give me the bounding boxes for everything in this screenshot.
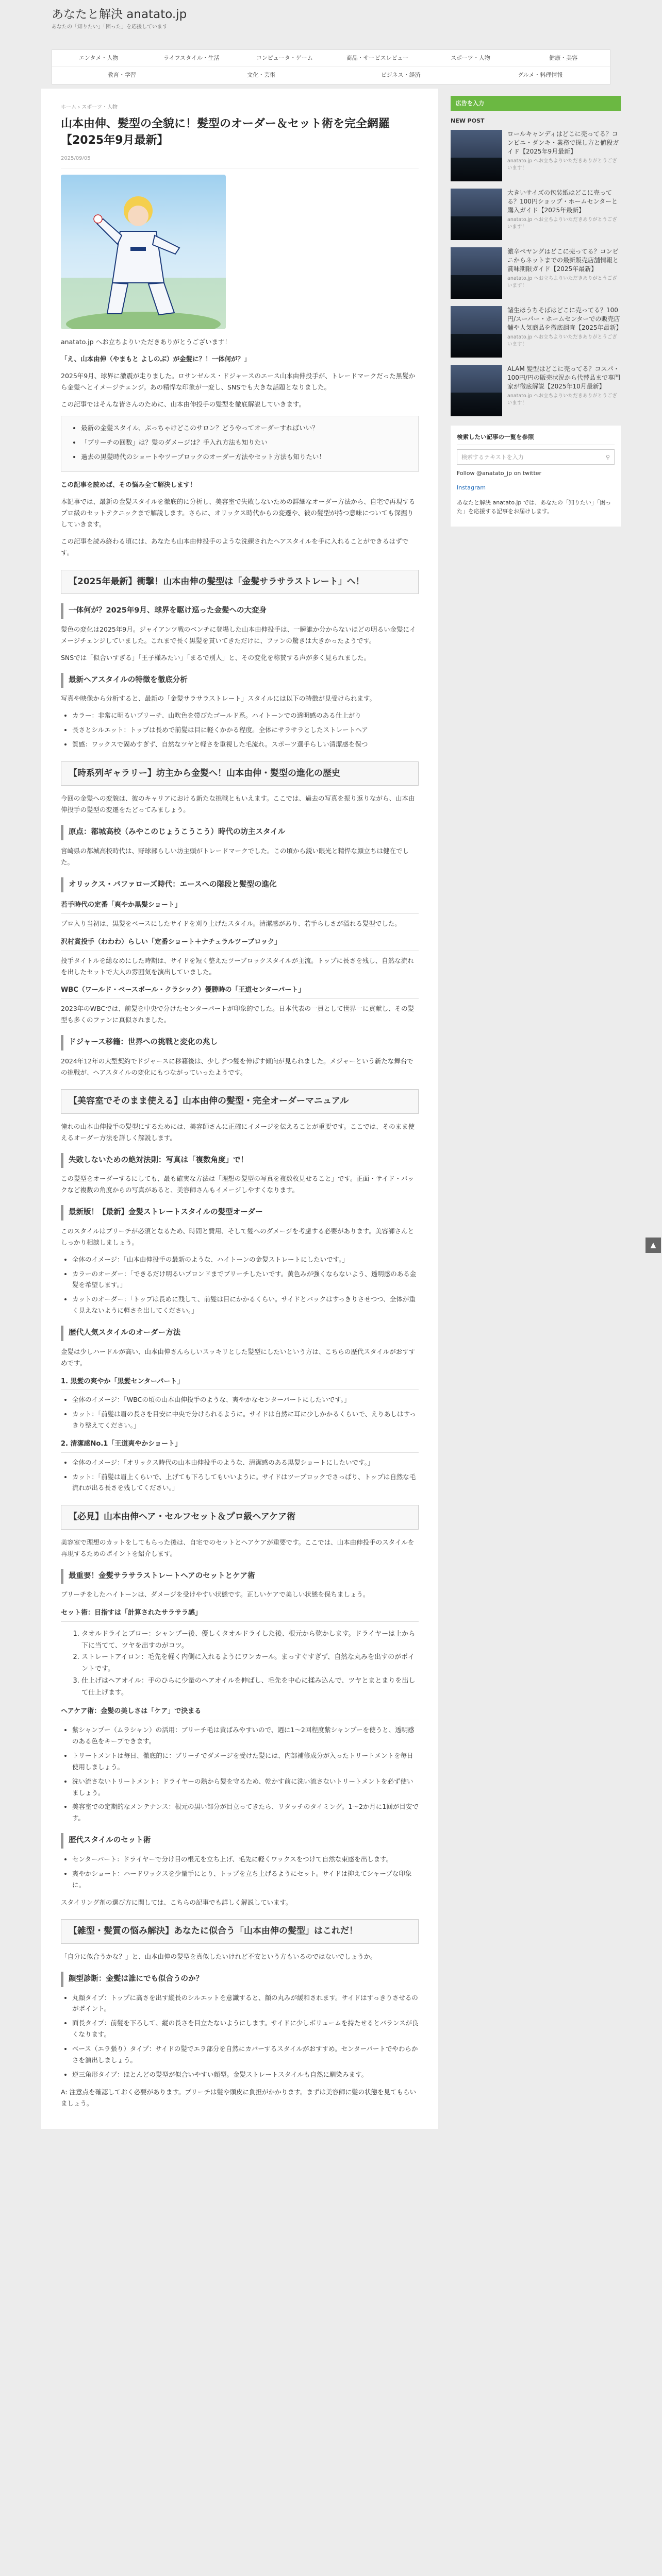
face-type-list xyxy=(61,1992,419,2080)
care-list xyxy=(61,1724,419,1824)
post-excerpt: anatato.jp へお立ちよりいただきありがとうございます！ xyxy=(507,158,617,171)
minor-heading: 2. 清潔感No.1「王道爽やかショート」 xyxy=(61,1438,419,1453)
post-thumbnail[interactable] xyxy=(451,130,502,181)
paragraph: 2023年のWBCでは、前髪を中央で分けたセンターパートが印象的でした。日本代表の一員として世界一に貢献し、その髪型も多くのファンに真似されました。 xyxy=(61,1005,415,1024)
post-thumbnail[interactable] xyxy=(451,189,502,240)
sidebar-post[interactable] xyxy=(451,306,621,358)
sidebar-ad-heading: 広告を入力 xyxy=(451,96,621,111)
list-item: • 爽やかショート：ハードワックスを少量手にとり、トップを立ち上げるようにセット。サイドは抑えてシャープな印象に。 xyxy=(72,1868,419,1891)
follow-link[interactable]: Instagram xyxy=(457,484,486,491)
nav-item-computer[interactable]: コンピュータ・ゲーム xyxy=(256,55,313,61)
list-item: • カット：「前髪は眉上くらいで、上げても下ろしてもいいように。サイドはツーブロックでさっぱり、トップは自然な毛流れが出る長さを残してください。」 xyxy=(72,1471,419,1494)
content-wrap xyxy=(41,89,621,2129)
set-list xyxy=(61,1854,419,1891)
list-item: • 面長タイプ：前髪を下ろして、縦の長さを目立たないようにします。サイドに少しボリュームを持たせるとバランスが良くなります。 xyxy=(72,2018,419,2040)
paragraph: A: 注意点を確認しておく必要があります。ブリーチは髪や頭皮に負担がかかります。まずは美容師に髪の状態を見てもらいましょう。 xyxy=(61,2088,417,2107)
feature-list xyxy=(61,710,419,750)
search-icon[interactable]: ⚲ xyxy=(605,453,610,461)
post-title[interactable]: 大きいサイズの包装紙はどこに売ってる？100円ショップ・ホームセンターと購入ガイド【2025年最新】 xyxy=(507,189,618,214)
list-item: 3. 仕上げはヘアオイル：手のひらに少量のヘアオイルを伸ばし、毛先を中心に揉み込んで、ツヤとまとまりを出して仕上げます。 xyxy=(81,1675,419,1699)
minor-heading: 1. 黒髪の爽やか「黒髪センターパート」 xyxy=(61,1376,419,1391)
scroll-to-top-button[interactable]: ▲ xyxy=(646,1238,661,1253)
list-item: • カラーのオーダー：「できるだけ明るいブロンドまでブリーチしたいです。黄色みが強くならないよう、透明感のある金髪を希望します。」 xyxy=(72,1268,419,1291)
site-title[interactable]: あなたと解決 anatato.jp xyxy=(52,8,187,21)
paragraph: この髪型をオーダーするにしても、最も確実な方法は「理想の髪型の写真を複数枚見せること」です。正面・サイド・バックなど複数の角度からの写真があると、美容師さんもイメージしやすくなります。 xyxy=(61,1175,415,1194)
post-title[interactable]: 諸生ほうちそばはどこに売ってる？100円/スーパー・ホームセンターでの販売店舗や人気商品を徹底調査【2025年最新】 xyxy=(507,307,622,331)
intro-greeting: anatato.jp へお立ちよりいただきありがとうございます！ xyxy=(61,338,231,346)
paragraph: 今回の金髪への変貌は、彼のキャリアにおける新たな挑戦ともいえます。ここでは、過去の写真を振り返りながら、山本由伸投手の髪型の変遷をたどってみましょう。 xyxy=(61,794,415,814)
list-item: • ベース（エラ張り）タイプ：サイドの髪でエラ部分を自然にカバーするスタイルがおすすめ。センターパートでやわらかさを演出しましょう。 xyxy=(72,2043,419,2066)
paragraph: SNSでは「似合いすぎる」「王子様みたい」「まるで別人」と、その変化を称賛する声が多く見られました。 xyxy=(61,653,371,662)
nav-item-health[interactable]: 健康・美容 xyxy=(549,55,578,61)
intro-paragraph: この記事を読み終わる頃には、あなたも山本由伸投手のような洗練されたヘアスタイルを手に入れることができるはずです。 xyxy=(61,537,409,556)
post-body xyxy=(507,306,621,358)
sub-heading: 歴代スタイルのセット術 xyxy=(61,1833,419,1849)
lead-bold: この記事を読めば、その悩み全て解決します！ xyxy=(61,481,196,489)
baseball-player-illustration xyxy=(61,175,226,329)
search-input[interactable] xyxy=(457,449,615,465)
order-list xyxy=(61,1457,419,1494)
post-title[interactable]: ALAM 髪型はどこに売ってる？コスパ・100円/円の販売状況から代替品まで専門家が徹底解説【2025年10月最新】 xyxy=(507,365,620,390)
minor-heading: 沢村賞投手（わわわ）らしい「定番ショート＋ナチュラルツーブロック」 xyxy=(61,937,419,951)
paragraph: 髪色の変化は2025年9月。ジャイアンツ戦のベンチに登場した山本由伸投手は、一瞬誰か分からないほどの明るい金髪にイメージチェンジしていました。これまで長く黒髪を貫いてきただけに、ファンの驚きは大きかったようです。 xyxy=(61,625,416,645)
sub-heading: 原点：都城高校（みやこのじょうこうこう）時代の坊主スタイル xyxy=(61,825,419,840)
set-steps xyxy=(61,1629,419,1699)
section-heading: 【時系列ギャラリー】坊主から金髪へ！山本由伸・髪型の進化の歴史 xyxy=(61,761,419,786)
minor-heading: 若手時代の定番「爽やか黒髪ショート」 xyxy=(61,900,419,914)
list-item: • センターパート：ドライヤーで分け目の根元を立ち上げ、毛先に軽くワックスをつけて自然な束感を出します。 xyxy=(72,1854,419,1865)
order-list xyxy=(61,1254,419,1316)
sidebar xyxy=(451,89,621,2129)
list-item: • 質感：ワックスで固めすぎず、自然なツヤと軽さを重視した毛流れ。スポーツ選手らしい清潔感を保つ xyxy=(72,739,419,750)
list-item: • 美容室での定期的なメンテナンス：根元の黒い部分が目立ってきたら、リタッチのタイミング。1〜2か月に1回が目安です。 xyxy=(72,1801,419,1824)
list-item: • 最新の金髪スタイル、ぶっちゃけどこのサロン？どうやってオーダーすればいい？ xyxy=(81,422,410,434)
global-nav xyxy=(52,49,610,84)
article xyxy=(41,89,438,2129)
paragraph: 美容室で理想のカットをしてもらった後は、自宅でのセットとヘアケアが重要です。ここでは、山本由伸投手のスタイルを再現するためのポイントを紹介します。 xyxy=(61,1538,415,1557)
paragraph: ブリーチをしたハイトーンは、ダメージを受けやすい状態です。正しいケアで美しい状態を保ちましょう。 xyxy=(61,1590,370,1599)
nav-item-education[interactable]: 教育・学習 xyxy=(107,72,136,79)
post-thumbnail[interactable] xyxy=(451,247,502,299)
post-excerpt: anatato.jp へお立ちよりいただきありがとうございます！ xyxy=(507,217,617,230)
intro-paragraph: 2025年9月、球界に激震が走りました。ロサンゼルス・ドジャースのエース山本由伸投手が、トレードマークだった黒髪から金髪へとイメージチェンジ。あの精悍な印象が一変し、SNSでも大きな話題となりました。 xyxy=(61,372,416,391)
list-item: • カラー：非常に明るいブリーチ、山吹色を帯びたゴールド系。ハイトーンでの透明感のある仕上がり xyxy=(72,710,419,721)
nav-item-review[interactable]: 商品・サービスレビュー xyxy=(346,55,409,61)
article-title: 山本由伸、髪型の全貌に！髪型のオーダー＆セット術を完全網羅【2025年9月最新】 xyxy=(61,117,390,147)
post-thumbnail[interactable] xyxy=(451,306,502,358)
paragraph: 金髪は少しハードルが高い、山本由伸さんらしいスッキリとした髪型にしたいという方は、こちらの歴代スタイルがおすすめです。 xyxy=(61,1347,416,1367)
post-body xyxy=(507,247,621,299)
post-excerpt: anatato.jp へお立ちよりいただきありがとうございます！ xyxy=(507,334,617,347)
list-item: • 丸顔タイプ：トップに高さを出す縦長のシルエットを意識すると、顔の丸みが緩和されます。サイドはすっきりさせるのがポイント。 xyxy=(72,1992,419,2015)
new-post-label: NEW POST xyxy=(451,117,485,124)
sub-heading: 最新版！【最新】金髪ストレートスタイルの髪型オーダー xyxy=(61,1205,419,1221)
sub-heading: 失敗しないための絶対法則：写真は「複数角度」で！ xyxy=(61,1153,419,1168)
sub-heading: ドジャース移籍：世界への挑戦と変化の兆し xyxy=(61,1035,419,1050)
section-heading: 【必見】山本由伸ヘア・セルフセット＆プロ級ヘアケア術 xyxy=(61,1505,419,1530)
paragraph: 投手タイトルを総なめにした時期は、サイドを短く整えたツーブロックスタイルが主流。トップに長さを残し、自然な流れを出したセットで大人の雰囲気を演出していました。 xyxy=(61,956,414,976)
post-title[interactable]: 激辛ペヤングはどこに売ってる？コンビニからネットまでの最新販売店舗情報と賞味期限ガイド【2025年最新】 xyxy=(507,248,619,273)
sub-heading: 歴代人気スタイルのオーダー方法 xyxy=(61,1326,419,1341)
sub-heading: 最重要！金髪サラサラストレートヘアのセットとケア術 xyxy=(61,1569,419,1584)
post-body xyxy=(507,130,621,181)
search-widget-title: 検索したい記事の一覧を参照 xyxy=(457,432,615,445)
paragraph: スタイリング剤の選び方に関しては、こちらの記事でも詳しく解説しています。 xyxy=(61,1898,292,1906)
section-heading: 【美容室でそのまま使える】山本由伸の髪型・完全オーダーマニュアル xyxy=(61,1089,419,1114)
list-item: • トリートメントは毎日、徹底的に：ブリーチでダメージを受けた髪には、内部補修成分が入ったトリートメントを毎日使用しましょう。 xyxy=(72,1750,419,1773)
nav-item-business[interactable]: ビジネス・経済 xyxy=(380,72,421,79)
section-heading: 【雑型・髪質の悩み解決】あなたに似合う「山本由伸の髪型」はこれだ！ xyxy=(61,1919,419,1944)
article-date: 2025/09/05 xyxy=(61,154,419,169)
post-excerpt: anatato.jp へお立ちよりいただきありがとうございます！ xyxy=(507,276,617,289)
list-item: • 「ブリーチの回数」は？髪のダメージは？手入れ方法も知りたい xyxy=(81,437,410,448)
sidebar-post[interactable] xyxy=(451,365,621,416)
paragraph: このスタイルはブリーチが必須となるため、時間と費用、そして髪へのダメージを考慮する必要があります。美容師さんとしっかり相談しましょう。 xyxy=(61,1227,415,1246)
sidebar-post[interactable] xyxy=(451,130,621,181)
section-heading: 【2025年最新】衝撃！山本由伸の髪型は「金髪サラサラストレート」へ！ xyxy=(61,570,419,595)
list-item: • 逆三角形タイプ：ほとんどの髪型が似合いやすい顔型。金髪ストレートスタイルも自然に馴染みます。 xyxy=(72,2069,419,2080)
intro-paragraph: この記事ではそんな皆さんのために、山本由伸投手の髪型を徹底解説していきます。 xyxy=(61,400,306,408)
paragraph: 「自分に似合うかな？」と、山本由伸の髪型を真似したいけれど不安という方もいるのではないでしょうか。 xyxy=(61,1952,377,1960)
follow-text[interactable]: Follow @anatato_jp on twitter xyxy=(457,470,542,477)
list-item: • 全体のイメージ：「オリックス時代の山本由伸投手のような、清潔感のある黒髪ショートにしたいです。」 xyxy=(72,1457,419,1468)
post-thumbnail[interactable] xyxy=(451,365,502,416)
paragraph: 写真や映像から分析すると、最新の「金髪サラサラストレート」スタイルには以下の特徴が見受けられます。 xyxy=(61,694,376,703)
list-item: • 全体のイメージ：「山本由伸投手の最新のような、ハイトーンの金髪ストレートにしたいです。」 xyxy=(72,1254,419,1265)
checklist-box xyxy=(61,416,419,472)
sub-heading: 顔型診断：金髪は誰にでも似合うのか？ xyxy=(61,1972,419,1987)
nav-row xyxy=(52,50,610,66)
sub-heading: 一体何が？2025年9月、球界を駆け巡った金髪への大変身 xyxy=(61,603,419,619)
nav-item-culture[interactable]: 文化・芸術 xyxy=(247,72,276,79)
checklist xyxy=(70,422,410,463)
paragraph: 憧れの山本由伸投手の髪型にするためには、美容師さんに正確にイメージを伝えることが重要です。ここでは、そのまま使えるオーダー方法を詳しく解説します。 xyxy=(61,1122,415,1142)
minor-heading: セット術：目指すは「計算されたサラサラ感」 xyxy=(61,1607,419,1622)
minor-heading: WBC（ワールド・ベースボール・クラシック）優勝時の「王道センターパート」 xyxy=(61,985,419,999)
list-item: • 過去の黒髪時代のショートやツーブロックのオーダー方法やセット方法も知りたい！ xyxy=(81,451,410,463)
site-description: あなたの「知りたい」「困った」を応援しています xyxy=(52,24,168,30)
sub-heading: オリックス・バファローズ時代：エースへの階段と髪型の進化 xyxy=(61,877,419,893)
list-item: • カットのオーダー：「トップは長めに残して、前髪は目にかかるくらい。サイドとバックはすっきりさせつつ、全体が重く見えないように軽さを出してください。」 xyxy=(72,1294,419,1316)
list-item: • 紫シャンプー（ムラシャン）の活用：ブリーチ毛は黄ばみやすいので、週に1〜2回程度紫シャンプーを使うと、透明感のある色をキープできます。 xyxy=(72,1724,419,1747)
eyecatch-image xyxy=(61,175,226,329)
post-body xyxy=(507,365,621,416)
post-excerpt: anatato.jp へお立ちよりいただきありがとうございます！ xyxy=(507,393,617,406)
about-text: あなたと解決 anatato.jp では、あなたの「知りたい」「困った」を応援する記事をお届けします。 xyxy=(457,499,611,515)
paragraph: 宮崎県の都城高校時代は、野球部らしい坊主頭がトレードマークでした。この頃から鋭い眼光と精悍な顔立ちは健在でした。 xyxy=(61,846,409,866)
nav-row xyxy=(52,66,610,83)
list-item: • カット：「前髪は眉の長さを目安に中央で分けられるように。サイドは自然に耳に少しかかるくらいで、えりあしはすっきり整えてください。」 xyxy=(72,1409,419,1431)
list-item: • 全体のイメージ：「WBCの頃の山本由伸投手のような、爽やかなセンターパートにしたいです。」 xyxy=(72,1394,419,1405)
sub-heading: 最新ヘアスタイルの特徴を徹底分析 xyxy=(61,673,419,688)
breadcrumb[interactable]: ホーム › スポーツ・人物 xyxy=(61,104,118,110)
list-item: 2. ストレートアイロン：毛先を軽く内側に入れるようにワンカール。まっすぐすぎず、自然な丸みを出すのがポイントです。 xyxy=(81,1652,419,1675)
sidebar-post[interactable] xyxy=(451,189,621,240)
intro-question: 「え、山本由伸（やまもと よしのぶ）が金髪に？！一体何が？」 xyxy=(61,355,251,363)
post-title[interactable]: ロールキャンディはどこに売ってる？コンビニ・ダンキ・業務で探し方と値段ガイド【2025年9月最新】 xyxy=(507,130,619,155)
post-body xyxy=(507,189,621,240)
paragraph: 2024年12年の大型契約でドジャースに移籍後は、少しずつ髪を伸ばす傾向が見られました。メジャーという新たな舞台での挑戦が、ヘアスタイルの変化にもつながっていったようです。 xyxy=(61,1057,413,1076)
list-item: 1. タオルドライとブロー：シャンプー後、優しくタオルドライした後、根元から乾かします。ドライヤーは上から下に当てて、ツヤを出すのがコツ。 xyxy=(81,1629,419,1652)
nav-item-gourmet[interactable]: グルメ・料理情報 xyxy=(518,72,563,79)
paragraph: プロ入り当初は、黒髪をベースにしたサイドを刈り上げたスタイル。清潔感があり、若手らしさが溢れる髪型でした。 xyxy=(61,920,401,927)
list-item: • 洗い流さないトリートメント：ドライヤーの熱から髪を守るため、乾かす前に洗い流さないトリートメントを必ず使いましょう。 xyxy=(72,1776,419,1799)
nav-item-entertainment[interactable]: エンタメ・人物 xyxy=(78,55,119,61)
order-list xyxy=(61,1394,419,1431)
search-placeholder: 検索するテキストを入力 xyxy=(461,453,524,461)
search-widget xyxy=(451,426,621,527)
intro-paragraph: 本記事では、最新の金髪スタイルを徹底的に分析し、美容室で失敗しないための詳細なオーダー方法から、自宅で再現するプロ級のセットテクニックまで解説します。さらに、オリックス時代からの変遷や、彼の髪型が持つ意味についても深掘りしていきます。 xyxy=(61,498,416,528)
nav-item-sports[interactable]: スポーツ・人物 xyxy=(451,55,490,61)
list-item: • 長さとシルエット：トップは長めで前髪は目に軽くかかる程度。全体にサラサラとしたストレートヘア xyxy=(72,724,419,736)
nav-item-lifestyle[interactable]: ライフスタイル・生活 xyxy=(163,55,220,61)
minor-heading: ヘアケア術：金髪の美しさは「ケア」で決まる xyxy=(61,1706,419,1720)
site-header xyxy=(0,0,662,49)
sidebar-post[interactable] xyxy=(451,247,621,299)
